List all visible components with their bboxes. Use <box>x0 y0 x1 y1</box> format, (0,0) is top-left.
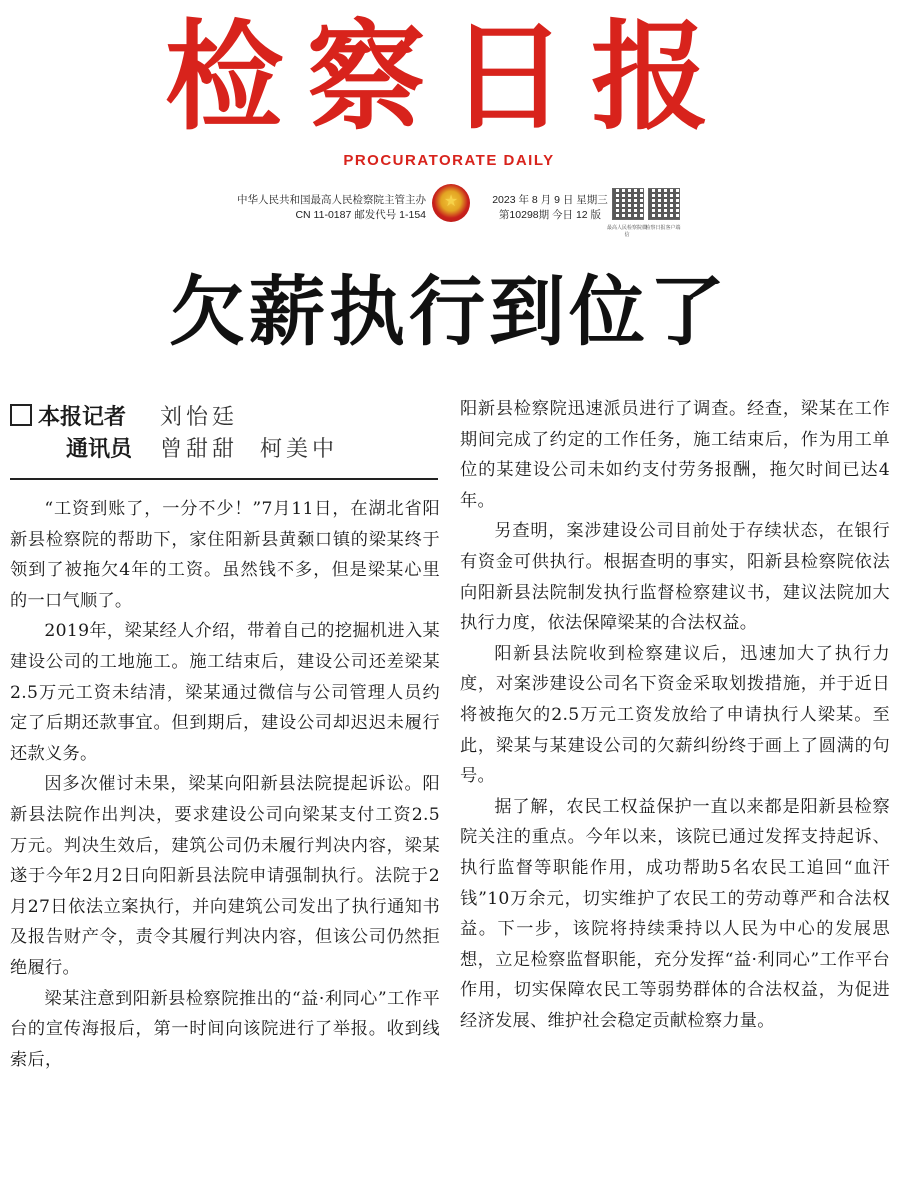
correspondent-label: 通讯员 <box>66 437 133 462</box>
sponsor-line: 中华人民共和国最高人民检察院主管主办 <box>237 194 426 206</box>
paragraph: 2019年，梁某经人介绍，带着自己的挖掘机进入某建设公司的工地施工。施工结束后，建设公司还差梁某2.5万元工资未结清，梁某通过微信与公司管理人员约定了后期还款事宜。但到期后，建设公司却迟迟未履行还款义务。 <box>10 621 440 764</box>
qr-caption: 最高人民检察院微信 <box>607 225 648 238</box>
byline-divider <box>10 478 438 480</box>
paragraph: “工资到账了，一分不少！”7月11日，在湖北省阳新县检察院的帮助下，家住阳新县黄颡口镇的梁某终于领到了被拖欠4年的工资。虽然钱不多，但是梁某心里的一口气顺了。 <box>10 499 440 611</box>
newspaper-title: 检察日报 <box>164 8 733 146</box>
paragraph: 阳新县检察院迅速派员进行了调查。经查，梁某在工作期间完成了约定的工作任务，施工结束后，作为用工单位的某建设公司未如约支付劳务报酬，拖欠时间已达4年。 <box>460 399 890 511</box>
publication-info <box>200 193 426 223</box>
byline <box>10 402 440 466</box>
paragraph: 据了解，农民工权益保护一直以来都是阳新县检察院关注的重点。今年以来，该院已通过发挥支持起诉、执行监督等职能作用，成功帮助5名农民工追回“血汗钱”10万余元，切实维护了农民工的劳动尊严和合法权益。下一步，该院将持续秉持以人民为中心的发展思想，立足检察监督职能，充分发挥“益·利同心”工作平台作用，切实保障农民工等弱势群体的合法权益，为促进经济发展、维护社会稳定贡献检察力量。 <box>460 796 890 1031</box>
issue-number: 第10298期 今日 12 版 <box>498 209 602 221</box>
paragraph: 梁某注意到阳新县检察院推出的“益·利同心”工作平台的宣传海报后，第一时间向该院进行了举报。收到线索后， <box>10 988 440 1070</box>
qr-code-icon[interactable] <box>612 188 644 220</box>
paragraph: 阳新县法院收到检察建议后，迅速加大了执行力度，对案涉建设公司名下资金采取划拨措施，并于近日将被拖欠的2.5万元工资发放给了申请执行人梁某。至此，梁某与某建设公司的欠薪纠纷终于画上了圆满的句号。 <box>460 643 890 787</box>
reporter-label: 本报记者 <box>38 405 127 430</box>
reporter-name: 刘怡廷 <box>160 405 239 430</box>
qr-caption: 检察日报客户端 <box>645 225 681 231</box>
article-column-left <box>10 494 440 1075</box>
qr-code-icon[interactable] <box>648 188 680 220</box>
cn-code-line: CN 11-0187 邮发代号 1-154 <box>295 209 426 221</box>
correspondent-names: 曾甜甜 柯美中 <box>160 437 338 462</box>
paragraph: 另查明，案涉建设公司目前处于存续状态，在银行有资金可供执行。根据查明的事实，阳新县检察院依法向阳新县法院制发执行监督检察建议书，建议法院加大执行力度，依法保障梁某的合法权益。 <box>460 521 890 634</box>
issue-date: 2023 年 8 月 9 日 星期三 <box>492 194 608 206</box>
article-headline: 欠薪执行到位了 <box>169 267 729 356</box>
issue-info <box>480 193 620 223</box>
paragraph: 因多次催讨未果，梁某向阳新县法院提起诉讼。阳新县法院作出判决，要求建设公司向梁某支付工资2.5万元。判决生效后，建筑公司仍未履行判决内容，梁某遂于今年2月2日向阳新县法院申请强制执行。法院于2月27日依法立案执行，并向建筑公司发出了执行通知书及报告财产令，责令其履行判决内容，但该公司仍然拒绝履行。 <box>10 774 440 978</box>
byline-box-icon <box>10 404 32 426</box>
national-emblem-icon: ★ <box>432 184 470 222</box>
newspaper-title-english: PROCURATORATE DAILY <box>343 152 555 169</box>
article-column-right <box>460 394 890 1036</box>
